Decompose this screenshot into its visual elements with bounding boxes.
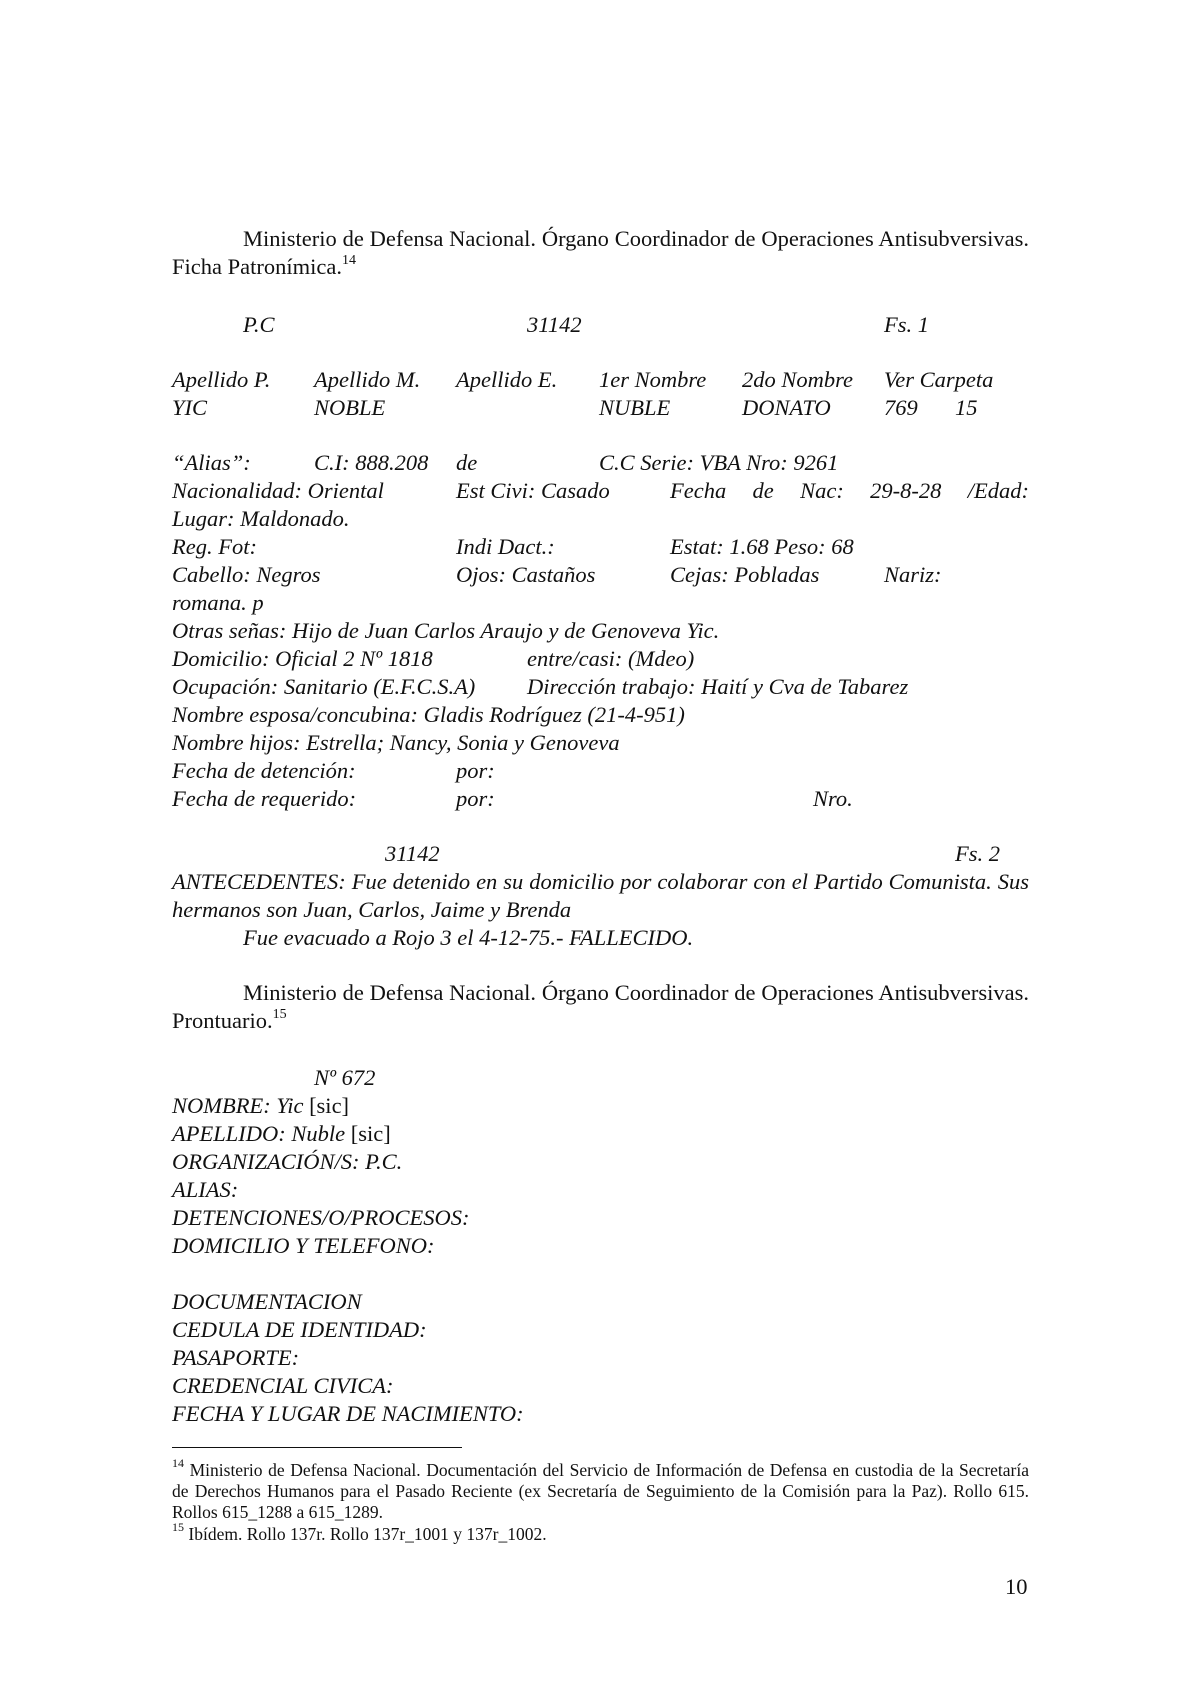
field-cc: C.C Serie: VBA Nro: 9261 xyxy=(599,450,839,475)
val-apellido-p: YIC xyxy=(172,395,208,420)
field-estatura-peso: Estat: 1.68 Peso: 68 xyxy=(670,534,854,559)
header2-number: 31142 xyxy=(385,841,440,866)
field-otras-senas: Otras señas: Hijo de Juan Carlos Araujo y de Genoveva Yic. xyxy=(172,618,720,643)
footnote-ref-14: 14 xyxy=(341,252,356,268)
footnote-15-number: 15 xyxy=(172,1520,184,1535)
field-domicilio: Domicilio: Oficial 2 Nº 1818 xyxy=(172,646,433,671)
footnote-15-text: Ibídem. Rollo 137r. Rollo 137r_1001 y 137r_1002. xyxy=(188,1524,547,1544)
field-estado-civil: Est Civi: Casado xyxy=(456,478,610,503)
intro-1-text: Ministerio de Defensa Nacional. Órgano Coordinador de Operaciones Antisubversivas. Ficha Patronímica. xyxy=(172,226,1029,279)
footnote-separator xyxy=(172,1447,462,1448)
field-alias: “Alias”: xyxy=(172,450,251,475)
val-carpeta-1: 769 xyxy=(884,395,918,420)
prontuario-detenciones: DETENCIONES/O/PROCESOS: xyxy=(172,1205,470,1230)
header-folio: Fs. 1 xyxy=(884,312,929,337)
field-ci: C.I: 888.208 xyxy=(314,450,429,475)
field-fecha-detencion: Fecha de detención: xyxy=(172,758,356,783)
intro-2-text: Ministerio de Defensa Nacional. Órgano Coordinador de Operaciones Antisubversivas. Prontuario. xyxy=(172,980,1029,1033)
prontuario-number: Nº 672 xyxy=(314,1065,376,1090)
footnote-14-number: 14 xyxy=(172,1456,184,1471)
prontuario-organizacion: ORGANIZACIÓN/S: P.C. xyxy=(172,1149,403,1174)
prontuario-credencial: CREDENCIAL CIVICA: xyxy=(172,1373,394,1398)
field-fecha-requerido: Fecha de requerido: xyxy=(172,786,357,811)
antecedentes-evacuado: Fue evacuado a Rojo 3 el 4-12-75.- FALLECIDO. xyxy=(243,925,694,950)
field-hijos: Nombre hijos: Estrella; Nancy, Sonia y Genoveva xyxy=(172,730,620,755)
field-entre-casi: entre/casi: (Mdeo) xyxy=(527,646,695,671)
field-ocupacion: Ocupación: Sanitario (E.F.C.S.A) xyxy=(172,674,476,699)
prontuario-cedula: CEDULA DE IDENTIDAD: xyxy=(172,1317,427,1342)
footnote-15 xyxy=(172,1520,547,1545)
field-reg-fot: Reg. Fot: xyxy=(172,534,257,559)
field-fecha-nacimiento: Fecha de Nac: 29-8-28 /Edad: xyxy=(670,478,1029,503)
field-nariz-value: romana. p xyxy=(172,590,264,615)
prontuario-apellido-line xyxy=(172,1120,391,1148)
field-detencion-por: por: xyxy=(456,758,495,783)
prontuario-nombre-line xyxy=(172,1092,349,1120)
col-apellido-e: Apellido E. xyxy=(456,367,558,392)
field-cejas: Cejas: Pobladas xyxy=(670,562,820,587)
field-direccion-trabajo: Dirección trabajo: Haití y Cva de Tabarez xyxy=(527,674,909,699)
field-lugar: Lugar: Maldonado. xyxy=(172,506,350,531)
col-1er-nombre: 1er Nombre xyxy=(599,367,707,392)
field-esposa: Nombre esposa/concubina: Gladis Rodríguez (21-4-951) xyxy=(172,702,685,727)
val-carpeta-2: 15 xyxy=(955,395,978,420)
footnote-ref-15: 15 xyxy=(272,1006,287,1022)
prontuario-apellido: APELLIDO: Nuble xyxy=(172,1121,346,1146)
val-2do-nombre: DONATO xyxy=(742,395,831,420)
intro-paragraph-2 xyxy=(172,979,1029,1035)
field-nacionalidad: Nacionalidad: Oriental xyxy=(172,478,384,503)
prontuario-nombre: NOMBRE: Yic xyxy=(172,1093,304,1118)
intro-paragraph-1 xyxy=(172,225,1029,281)
footnote-14-text: Ministerio de Defensa Nacional. Documentación del Servicio de Información de Defensa en custodia de la Secretaría de Derechos Humanos para el Pasado Reciente (ex Secretaría de Seguimiento de la Comisión para la Paz). Rollo 615. Rollos 615_1288 a 615_1289. xyxy=(172,1460,1030,1522)
val-1er-nombre: NUBLE xyxy=(599,395,671,420)
sic-mark-1: [sic] xyxy=(309,1093,350,1118)
header-number: 31142 xyxy=(527,312,582,337)
prontuario-alias: ALIAS: xyxy=(172,1177,239,1202)
prontuario-fecha-lugar: FECHA Y LUGAR DE NACIMIENTO: xyxy=(172,1401,524,1426)
footnote-14 xyxy=(172,1456,1030,1523)
field-requerido-por: por: xyxy=(456,786,495,811)
prontuario-pasaporte: PASAPORTE: xyxy=(172,1345,300,1370)
antecedentes-paragraph: ANTECEDENTES: Fue detenido en su domicilio por colaborar con el Partido Comunista. Sus hermanos son Juan, Carlos, Jaime y Brenda xyxy=(172,869,1029,922)
field-cabello: Cabello: Negros xyxy=(172,562,321,587)
field-indi-dact: Indi Dact.: xyxy=(456,534,555,559)
field-nariz: Nariz: xyxy=(884,562,942,587)
prontuario-documentacion: DOCUMENTACION xyxy=(172,1289,362,1314)
header2-folio: Fs. 2 xyxy=(955,841,1000,866)
field-de: de xyxy=(456,450,478,475)
col-ver-carpeta: Ver Carpeta xyxy=(884,367,994,392)
prontuario-domicilio: DOMICILIO Y TELEFONO: xyxy=(172,1233,435,1258)
val-apellido-m: NOBLE xyxy=(314,395,386,420)
header-pc: P.C xyxy=(243,312,275,337)
sic-mark-2: [sic] xyxy=(350,1121,391,1146)
col-2do-nombre: 2do Nombre xyxy=(742,367,854,392)
field-nro: Nro. xyxy=(813,786,853,811)
page-number: 10 xyxy=(1005,1574,1028,1599)
field-ojos: Ojos: Castaños xyxy=(456,562,596,587)
col-apellido-m: Apellido M. xyxy=(314,367,421,392)
col-apellido-p: Apellido P. xyxy=(172,367,271,392)
